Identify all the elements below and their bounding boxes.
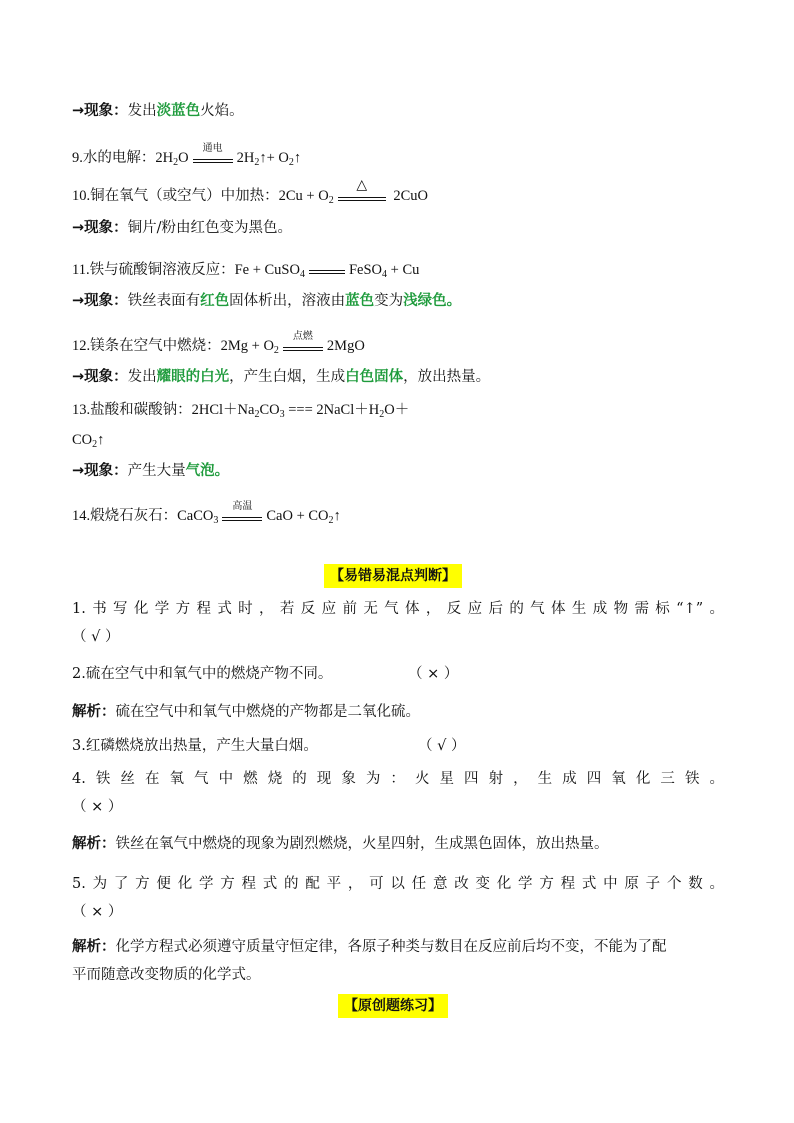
question-1: 1.书写化学方程式时，若反应前无气体，反应后的气体生成物需标“↑”。 [72, 601, 724, 617]
answer-mark-1: （ √ ） [72, 629, 120, 645]
answer-mark-2: （ × ） [408, 666, 459, 682]
phenomenon-copper: →现象：铜片/粉由红色变为黑色。 [72, 220, 293, 236]
condition-electricity: 通电 [191, 149, 235, 169]
condition-high-temp: 高温 [220, 507, 264, 527]
question-2: 2.硫在空气中和氧气中的燃烧产物不同。 [72, 666, 333, 682]
condition-ignite: 点燃 [281, 337, 325, 357]
question-5: 5.为了方便化学方程式的配平，可以任意改变化学方程式中原子个数。 [72, 876, 724, 892]
equation-hcl-continued: $CO_2↑$ [72, 432, 105, 450]
analysis-2: 解析：硫在空气中和氧气中燃烧的产物都是二氧化硫。 [72, 703, 420, 720]
equation-magnesium: 12.镁条在空气中燃烧：$2Mg + O_2$ 点燃 2MgO [72, 330, 365, 356]
equation-copper-heating: 10.铜在氧气（或空气）中加热：$2Cu + O_2$ △ 2CuO [72, 176, 428, 206]
equation-iron-copper-sulfate: 11.铁与硫酸铜溶液反应：Fe + CuSO$_4$ FeSO$_4$ + Cu [72, 262, 420, 280]
equation-water-electrolysis: 9.水的电解：$2H_2O$ 通电 $2H_2↑+$ $O_2↑$ [72, 142, 302, 168]
section-heading-judgement: 【易错易混点判断】 [324, 564, 462, 588]
phenomenon-iron: →现象：铁丝表面有红色固体析出，溶液由蓝色变为浅绿色。 [72, 292, 462, 309]
question-4: 4.铁丝在氧气中燃烧的现象为：火星四射，生成四氧化三铁。 [72, 771, 724, 787]
phenomenon-bubbles: →现象：产生大量气泡。 [72, 462, 230, 479]
answer-mark-5: （ × ） [72, 904, 123, 920]
answer-mark-3: （ √ ） [418, 738, 466, 754]
equals-sign [307, 261, 347, 281]
condition-heat: △ [336, 187, 388, 207]
phenomenon-flame: →现象：发出淡蓝色火焰。 [72, 102, 244, 119]
question-3: 3.红磷燃烧放出热量，产生大量白烟。 [72, 738, 318, 754]
section-heading-practice: 【原创题练习】 [338, 994, 448, 1018]
answer-mark-4: （ × ） [72, 799, 123, 815]
equation-hcl-sodium-carbonate: 13.盐酸和碳酸钠：$2HCl+Na_2CO_3$ === $2NaCl+H_2O+$ [72, 402, 410, 420]
analysis-4: 解析：铁丝在氧气中燃烧的现象为剧烈燃烧，火星四射，生成黑色固体，放出热量。 [72, 835, 609, 852]
analysis-5: 解析：化学方程式必须遵守质量守恒定律，各原子种类与数目在反应前后均不变，不能为了配 [72, 938, 667, 955]
phenomenon-label: →现象： [72, 103, 128, 119]
analysis-5-continued: 平而随意改变物质的化学式。 [72, 967, 261, 983]
phenomenon-magnesium: →现象：发出耀眼的白光，产生白烟，生成白色固体，放出热量。 [72, 368, 491, 385]
equation-limestone: 14.煅烧石灰石：CaCO$_3$ 高温 CaO + $CO_2↑$ [72, 500, 341, 526]
